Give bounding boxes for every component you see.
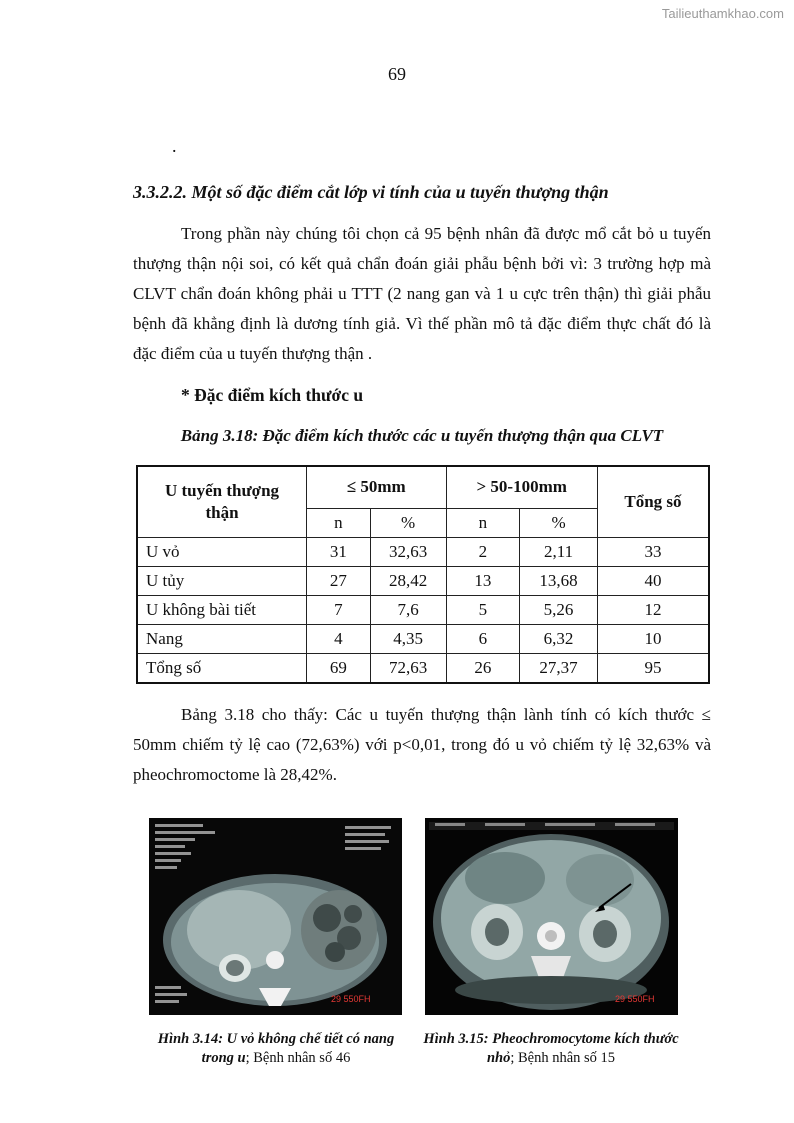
cell-p2: 5,26 [520, 595, 598, 624]
table-row [137, 595, 709, 624]
cell-p1: 32,63 [370, 537, 446, 566]
cell-n2: 13 [446, 566, 520, 595]
cell-p2: 2,11 [520, 537, 598, 566]
cell-p2: 13,68 [520, 566, 598, 595]
header-group-small: ≤ 50mm [307, 466, 446, 508]
cell-total: 40 [597, 566, 709, 595]
cell-p1: 4,35 [370, 624, 446, 653]
paragraph-result-text: Bảng 3.18 cho thấy: Các u tuyến thượng thận lành tính có kích thước ≤ 50mm chiếm tỷ lệ cao (72,63%) với p<0,01, trong đó u vỏ chiếm tỷ lệ 32,63% và pheochromoctome là 28,42%. [133, 705, 711, 784]
paragraph-intro [133, 219, 711, 369]
header-group-large: > 50-100mm [446, 466, 597, 508]
cell-total: 10 [597, 624, 709, 653]
header-total: Tổng số [597, 466, 709, 537]
cell-n2: 26 [446, 653, 520, 683]
subheader-percent: % [370, 508, 446, 537]
ct-overlay-label: 29 550FH [615, 994, 655, 1004]
cell-n1: 27 [307, 566, 371, 595]
tumor-size-table [136, 465, 710, 684]
ct-overlay-label: 29 550FH [331, 994, 371, 1004]
subheading-tumor-size: * Đặc điểm kích thước u [181, 385, 364, 405]
cell-total: 12 [597, 595, 709, 624]
table-row [137, 537, 709, 566]
cell-p1: 72,63 [370, 653, 446, 683]
ct-scan-image-1 [149, 818, 402, 1015]
cell-p2: 6,32 [520, 624, 598, 653]
table-caption: Bảng 3.18: Đặc điểm kích thước các u tuyến thượng thận qua CLVT [180, 426, 664, 445]
cell-n1: 31 [307, 537, 371, 566]
subheader-percent: % [520, 508, 598, 537]
watermark: Tailieuthamkhao.com [661, 6, 784, 21]
header-tumor-type: U tuyến thượng thận [137, 466, 307, 537]
row-label: U không bài tiết [137, 595, 307, 624]
section-heading: 3.3.2.2. Một số đặc điểm cắt lớp vi tính của u tuyến thượng thận [133, 182, 609, 202]
cell-n1: 69 [307, 653, 371, 683]
figure-caption-2 [421, 1030, 681, 1068]
cell-total: 95 [597, 653, 709, 683]
cell-p1: 28,42 [370, 566, 446, 595]
ct-scan-image-2 [425, 818, 678, 1015]
subheader-n: n [446, 508, 520, 537]
cell-n1: 4 [307, 624, 371, 653]
figure-caption-2-note: ; Bệnh nhân số 15 [510, 1050, 616, 1066]
row-label: U tủy [137, 566, 307, 595]
row-label: U vỏ [137, 537, 307, 566]
figure-caption-2-title: Hình 3.15: Pheochromocytome kích thước nhỏ [423, 1031, 679, 1066]
paragraph-result [133, 700, 711, 790]
cell-total: 33 [597, 537, 709, 566]
stray-dot: . [172, 136, 177, 156]
figure-caption-1-note: ; Bệnh nhân số 46 [245, 1050, 351, 1066]
table-row-total [137, 653, 709, 683]
cell-n1: 7 [307, 595, 371, 624]
ct-scan-drawing-2 [425, 818, 678, 1015]
cell-p1: 7,6 [370, 595, 446, 624]
ct-scan-drawing-1 [149, 818, 402, 1015]
figure-caption-1 [146, 1030, 406, 1068]
figure-caption-1-title: Hình 3.14: U vỏ không chế tiết có nang trong u [157, 1031, 395, 1066]
row-label: Nang [137, 624, 307, 653]
subheader-n: n [307, 508, 371, 537]
table-row [137, 624, 709, 653]
cell-n2: 5 [446, 595, 520, 624]
page-number: 69 [388, 64, 406, 84]
row-label: Tổng số [137, 653, 307, 683]
cell-p2: 27,37 [520, 653, 598, 683]
table-row [137, 566, 709, 595]
paragraph-intro-text: Trong phần này chúng tôi chọn cả 95 bệnh nhân đã được mổ cắt bỏ u tuyến thượng thận nội soi, có kết quả chẩn đoán giải phẫu bệnh bởi vì: 3 trường hợp mà CLVT chẩn đoán không phải u TTT (2 nang gan và 1 u cực trên thận) thì giải phẫu bệnh đã khẳng định là dương tính giả. Vì thế phần mô tả đặc điểm thực chất đó là đặc điểm của u tuyến thượng thận . [133, 224, 711, 363]
cell-n2: 6 [446, 624, 520, 653]
cell-n2: 2 [446, 537, 520, 566]
